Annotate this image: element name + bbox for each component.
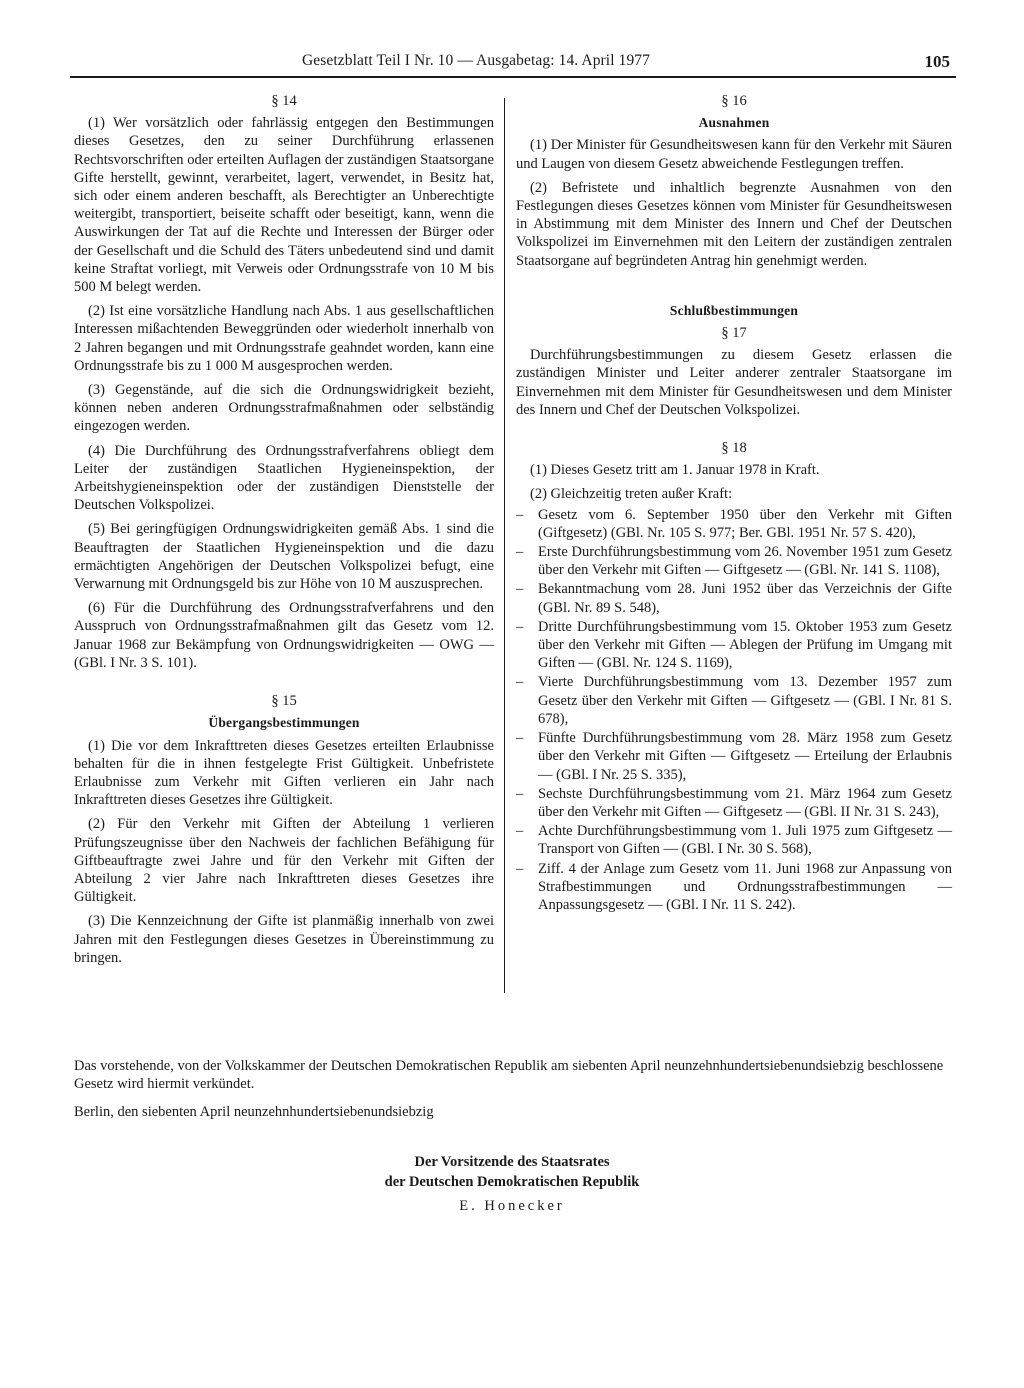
gazette-title: Gesetzblatt Teil I Nr. 10 — Ausgabetag: 14. April 1977 <box>302 52 650 69</box>
section-15-heading: Übergangsbestimmungen <box>208 715 360 731</box>
list-item: – Gesetz vom 6. September 1950 über den Verkehr mit Giften (Giftgesetz) (GBl. Nr. 105 S. 977; Ber. GBl. 1951 Nr. 57 S. 420), <box>516 506 952 542</box>
section-15-number: § 15 <box>271 693 297 710</box>
section-16-paragraph-1: (1) Der Minister für Gesundheitswesen kann für den Verkehr mit Säuren und Laugen von diesem Gesetz abweichende Festlegungen treffen. <box>516 137 952 172</box>
section-17-number: § 17 <box>721 325 747 342</box>
promulgation-block <box>74 1057 954 1128</box>
list-item: – Achte Durchführungsbestimmung vom 1. Juli 1975 zum Giftgesetz — Transport von Giften — (GBl. I Nr. 30 S. 568), <box>516 822 952 858</box>
section-17-paragraph-1: Durchführungsbestimmungen zu diesem Gesetz erlassen die zuständigen Minister und Leiter anderer zentraler Staatsorgane im Einvernehmen mit dem Minister für Gesundheitswesen und dem Minister des Innern und Chef der Deutschen Volkspolizei. <box>516 347 952 418</box>
list-item: – Erste Durchführungsbestimmung vom 26. November 1951 zum Gesetz über den Verkehr mit Giften — Giftgesetz — (GBl. Nr. 141 S. 1108), <box>516 543 952 579</box>
office-line-1: Der Vorsitzende des Staatsrates <box>414 1154 610 1170</box>
section-15-paragraph-2: (2) Für den Verkehr mit Giften der Abteilung 1 verlieren Prüfungszeugnisse über den Nachweis der fachlichen Befähigung für Giftbeauftragte zwei Jahre und für den Verkehr mit Giften der Abteilung 2 vier Jahre nach Inkrafttreten dieses Gesetzes ihre Gültigkeit. <box>74 816 494 906</box>
section-14-paragraph-2: (2) Ist eine vorsätzliche Handlung nach Abs. 1 aus gesellschaftlichen Interessen mißachtenden Beweggründen oder wiederholt innerhalb von 2 Jahren begangen und mit Ordnungsstrafe geahndet worden, kann eine Ordnungsstrafe bis zu 1 000 M ausgesprochen werden. <box>74 303 494 374</box>
section-15-paragraph-3: (3) Die Kennzeichnung der Gifte ist planmäßig innerhalb von zwei Jahren mit den Festlegungen dieses Gesetzes in Übereinstimmung zu bringen. <box>74 913 494 966</box>
page-number: 105 <box>924 52 950 71</box>
column-divider <box>504 98 505 993</box>
section-14-paragraph-4: (4) Die Durchführung des Ordnungsstrafverfahrens obliegt dem Leiter der zuständigen Staatlichen Hygieneinspektion, der Arbeitshygieneinspektion oder der zuständigen Dienststelle der Deutschen Volkspolizei. <box>74 442 494 514</box>
right-column <box>516 92 952 915</box>
section-16-number: § 16 <box>721 93 747 109</box>
repealed-acts-list <box>516 506 952 914</box>
section-18-paragraph-2: (2) Gleichzeitig treten außer Kraft: <box>530 486 733 503</box>
list-item: – Sechste Durchführungsbestimmung vom 21. März 1964 zum Gesetz über den Verkehr mit Giften — Giftgesetz — (GBl. II Nr. 31 S. 243), <box>516 785 952 821</box>
section-16-heading: Ausnahmen <box>698 115 770 131</box>
section-18-paragraph-1: (1) Dieses Gesetz tritt am 1. Januar 1978 in Kraft. <box>530 462 820 479</box>
section-15-paragraph-1: (1) Die vor dem Inkrafttreten dieses Gesetzes erteilten Erlaubnisse behalten für die in ihnen festgelegte Frist Gültigkeit. Unbefristete Erlaubnisse zum Verkehr mit Giften verlieren ein Jahr nach Inkrafttreten dieses Gesetzes ihre Gültigkeit. <box>74 737 494 809</box>
place-date: Berlin, den siebenten April neunzehnhundertsiebenundsiebzig <box>74 1104 434 1121</box>
section-14-number: § 14 <box>271 93 297 109</box>
list-item: – Ziff. 4 der Anlage zum Gesetz vom 11. Juni 1968 zur Anpassung von Strafbestimmungen und Ordnungsstrafbestimmungen — Anpassungsgesetz — (GBl. I Nr. 11 S. 242). <box>516 860 952 915</box>
spacer <box>74 678 494 692</box>
section-14-paragraph-1: (1) Wer vorsätzlich oder fahrlässig entgegen den Bestimmungen dieses Gesetzes, den zu seiner Durchführung erlassenen Rechtsvorschriften oder erteilten Auflagen der zuständigen Staatsorgane Gifte herstellt, gewinnt, verarbeitet, lagert, verwendet, in Besitz hat, sich oder einem anderen beschafft, als Berechtigter an Unberechtigte weitergibt, transportiert, beiseite schafft oder beseitigt, kann, wenn die Auswirkungen der Tat auf die Rechte und Interessen der Bürger oder der Gesellschaft und die Schuld des Täters unbedeutend sind und damit keine Straftat vorliegt, mit Verweis oder Ordnungsstrafe von 10 M bis 500 M belegt werden. <box>74 115 494 296</box>
final-provisions-heading: Schlußbestimmungen <box>669 302 799 318</box>
left-column <box>74 92 494 973</box>
header-rule <box>70 76 956 78</box>
list-item: – Dritte Durchführungsbestimmung vom 15. Oktober 1953 zum Gesetz über den Verkehr mit Giften — Ablegen der Prüfung im Umgang mit Giften — (GBl. Nr. 124 S. 1169), <box>516 618 952 673</box>
section-14-paragraph-3: (3) Gegenstände, auf die sich die Ordnungswidrigkeit bezieht, können neben anderen Ordnungsstrafmaßnahmen oder selbständig eingezogen werden. <box>74 382 494 435</box>
spacer <box>516 276 952 302</box>
list-item: – Fünfte Durchführungsbestimmung vom 28. März 1958 zum Gesetz über den Verkehr mit Giften — Giftgesetz — Erteilung der Erlaubnis — (GBl. I Nr. 25 S. 335), <box>516 729 952 784</box>
proclamation-text: Das vorstehende, von der Volkskammer der Deutschen Demokratischen Republik am siebenten April neunzehnhundertsiebenundsiebzig beschlossene Gesetz wird hiermit verkündet. <box>74 1058 944 1093</box>
office-line-2: der Deutschen Demokratischen Republik <box>384 1174 640 1190</box>
list-item: – Bekanntmachung vom 28. Juni 1952 über das Verzeichnis der Gifte (GBl. Nr. 89 S. 548), <box>516 580 952 616</box>
signatory-name: E. Honecker <box>459 1198 565 1214</box>
page-header <box>296 52 950 74</box>
signature-block <box>0 1152 1024 1216</box>
section-18-number: § 18 <box>721 440 747 457</box>
section-14-paragraph-5: (5) Bei geringfügigen Ordnungswidrigkeiten gemäß Abs. 1 sind die Beauftragten der Staatlichen Hygieneinspektion und die dazu ermächtigten Angehörigen der Deutschen Volkspolizei befugt, eine Verwarnung mit Ordnungsgeld bis zur Höhe von 10 M auszusprechen. <box>74 521 494 593</box>
section-14-paragraph-6: (6) Für die Durchführung des Ordnungsstrafverfahrens und den Ausspruch von Ordnungsstrafmaßnahmen gilt das Gesetz vom 12. Januar 1968 zur Bekämpfung von Ordnungswidrigkeiten — OWG — (GBl. I Nr. 3 S. 101). <box>74 600 494 671</box>
spacer <box>516 425 952 439</box>
section-16-paragraph-2: (2) Befristete und inhaltlich begrenzte Ausnahmen von den Festlegungen dieses Gesetzes können vom Minister für Gesundheitswesen in Abstimmung mit dem Minister des Innern und Chef der Deutschen Volkspolizei im Einvernehmen mit den Leitern der zuständigen zentralen Staatsorgane auf begründeten Antrag hin genehmigt werden. <box>516 179 952 269</box>
list-item: – Vierte Durchführungsbestimmung vom 13. Dezember 1957 zum Gesetz über den Verkehr mit Giften — Giftgesetz — (GBl. I Nr. 81 S. 678), <box>516 673 952 728</box>
